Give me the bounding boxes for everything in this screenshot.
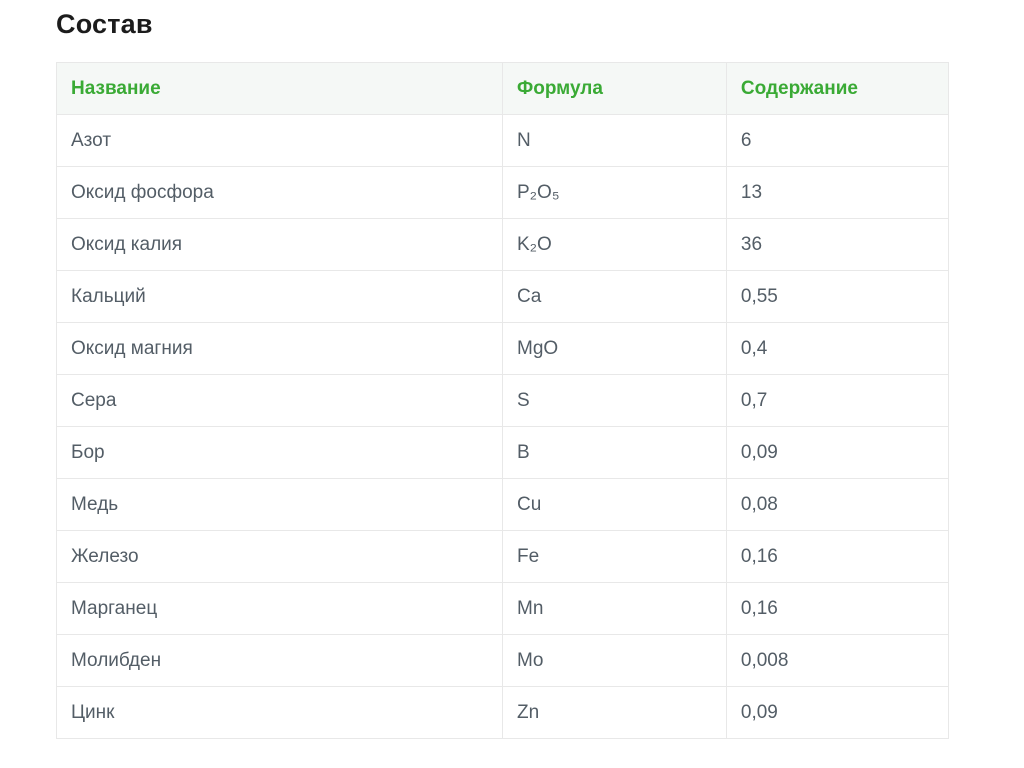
cell-formula: Fe (503, 531, 727, 583)
cell-formula: S (503, 375, 727, 427)
cell-name: Оксид фосфора (57, 167, 503, 219)
cell-content: 0,008 (726, 635, 948, 687)
cell-formula: N (503, 115, 727, 167)
cell-formula: P₂O₅ (503, 167, 727, 219)
table-row (57, 583, 949, 635)
table-row (57, 323, 949, 375)
cell-formula: Zn (503, 687, 727, 739)
cell-name: Молибден (57, 635, 503, 687)
cell-formula: MgO (503, 323, 727, 375)
cell-content: 36 (726, 219, 948, 271)
column-header-content: Содержание (726, 63, 948, 115)
page-title: Состав (56, 9, 153, 39)
cell-name: Медь (57, 479, 503, 531)
column-header-name: Название (57, 63, 503, 115)
cell-name: Цинк (57, 687, 503, 739)
cell-name: Сера (57, 375, 503, 427)
column-header-formula: Формула (503, 63, 727, 115)
cell-content: 0,09 (726, 427, 948, 479)
cell-formula: Ca (503, 271, 727, 323)
table-row (57, 219, 949, 271)
table-row (57, 271, 949, 323)
cell-content: 0,16 (726, 583, 948, 635)
table-row (57, 635, 949, 687)
cell-formula: B (503, 427, 727, 479)
cell-content: 0,4 (726, 323, 948, 375)
cell-content: 6 (726, 115, 948, 167)
header-row (57, 63, 949, 115)
cell-content: 13 (726, 167, 948, 219)
cell-content: 0,16 (726, 531, 948, 583)
table-body (57, 115, 949, 739)
cell-content: 0,7 (726, 375, 948, 427)
cell-name: Азот (57, 115, 503, 167)
table-row (57, 687, 949, 739)
page-content (56, 8, 949, 739)
table-row (57, 375, 949, 427)
table-header (57, 63, 949, 115)
cell-content: 0,55 (726, 271, 948, 323)
cell-formula: Mn (503, 583, 727, 635)
table-row (57, 427, 949, 479)
table-row (57, 531, 949, 583)
cell-name: Марганец (57, 583, 503, 635)
cell-name: Кальций (57, 271, 503, 323)
cell-name: Железо (57, 531, 503, 583)
cell-content: 0,08 (726, 479, 948, 531)
cell-name: Оксид магния (57, 323, 503, 375)
cell-name: Бор (57, 427, 503, 479)
table-row (57, 167, 949, 219)
cell-formula: Mo (503, 635, 727, 687)
table-row (57, 115, 949, 167)
cell-formula: K₂O (503, 219, 727, 271)
composition-table (56, 62, 949, 739)
cell-name: Оксид калия (57, 219, 503, 271)
cell-content: 0,09 (726, 687, 948, 739)
cell-formula: Cu (503, 479, 727, 531)
table-row (57, 479, 949, 531)
